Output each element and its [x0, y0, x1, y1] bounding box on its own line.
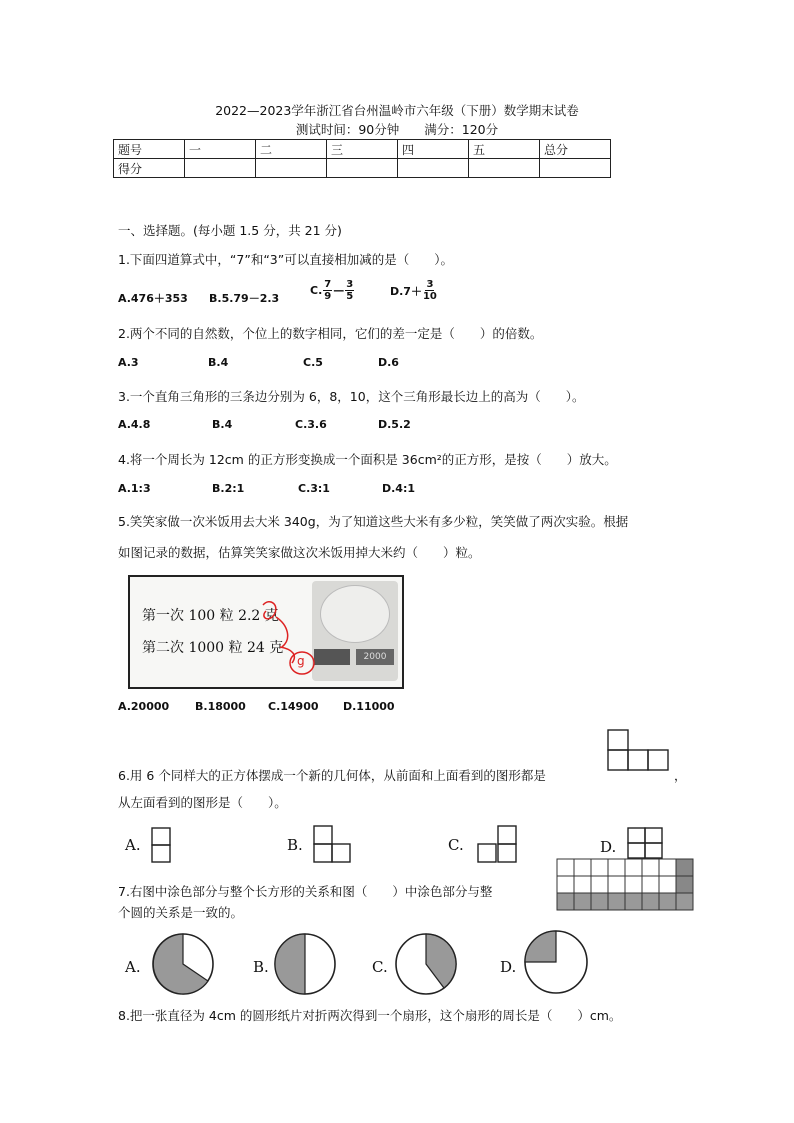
- q1-option-b: B.5.79－2.3: [209, 292, 280, 305]
- score-table-header-row: [114, 140, 611, 159]
- q6-option-b-label: B.: [287, 836, 303, 854]
- q6-option-d-label: D.: [600, 838, 617, 856]
- scale-display: 2000: [356, 649, 394, 665]
- red-annotation-icon: [258, 597, 328, 677]
- q3-option-b: B.4: [212, 418, 233, 431]
- score-table: [113, 139, 611, 178]
- q4-option-a: A.1:3: [118, 482, 151, 495]
- question-3: 3.一个直角三角形的三条边分别为 6，8，10，这个三角形最长边上的高为（ ）。: [118, 389, 585, 404]
- fraction: [345, 279, 354, 302]
- q6-option-a-figure: [150, 826, 174, 864]
- q3-option-c: C.3.6: [295, 418, 327, 431]
- score-input-cell[interactable]: [185, 159, 256, 178]
- scale-plate: [320, 585, 390, 643]
- q1-option-a: A.476＋353: [118, 292, 188, 305]
- table-cell: 二: [256, 140, 327, 159]
- section-heading: 一、选择题。(每小题 1.5 分，共 21 分): [118, 223, 342, 238]
- exam-title: 2022—2023学年浙江省台州温岭市六年级（下册）数学期末试卷: [215, 103, 579, 118]
- q7-option-b-pie: [272, 930, 338, 998]
- shaded-rectangle-grid: [556, 858, 696, 914]
- fraction: [423, 279, 437, 302]
- question-6-line-2: 从左面看到的图形是（ ）。: [118, 795, 287, 810]
- table-cell: 三: [327, 140, 398, 159]
- option-prefix: C.: [310, 284, 323, 297]
- q7-option-d-label: D.: [500, 958, 517, 976]
- exam-subtitle: 测试时间：90分钟 满分：120分: [295, 122, 499, 137]
- numerator: 3: [346, 279, 354, 290]
- q7-option-c-label: C.: [372, 958, 388, 976]
- score-input-cell[interactable]: [540, 159, 611, 178]
- score-input-cell[interactable]: [327, 159, 398, 178]
- q3-option-d: D.5.2: [378, 418, 411, 431]
- q5-option-a: A.20000: [118, 700, 170, 713]
- question-5-line-2: 如图记录的数据，估算笑笑家做这次米饭用掉大米约（ ）粒。: [118, 545, 481, 560]
- q6-option-b-figure: [312, 824, 354, 864]
- q1-option-d: [390, 279, 438, 302]
- question-7-line-1: 7.右图中涂色部分与整个长方形的关系和图（ ）中涂色部分与整: [118, 884, 493, 899]
- fraction: [323, 279, 332, 302]
- q7-option-b-label: B.: [253, 958, 269, 976]
- q6-option-c-label: C.: [448, 836, 464, 854]
- q3-option-a: A.4.8: [118, 418, 151, 431]
- question-8: 8.把一张直径为 4cm 的圆形纸片对折两次得到一个扇形，这个扇形的周长是（ ）cm。: [118, 1008, 622, 1023]
- numerator: 7: [324, 279, 332, 290]
- q7-option-c-pie: [392, 930, 460, 998]
- q2-option-c: C.5: [303, 356, 323, 369]
- question-6-comma: ，: [674, 768, 687, 783]
- q7-option-d-pie: [522, 924, 590, 996]
- question-2: 2.两个不同的自然数，个位上的数字相同，它们的差一定是（ ）的倍数。: [118, 326, 543, 341]
- denominator: 10: [422, 291, 437, 302]
- numerator: 3: [426, 279, 434, 290]
- denominator: 5: [346, 291, 354, 302]
- q6-option-a-label: A.: [125, 836, 141, 854]
- question-7-line-2: 个圆的关系是一致的。: [118, 905, 244, 920]
- table-cell: 得分: [114, 159, 185, 178]
- question-4: 4.将一个周长为 12cm 的正方形变换成一个面积是 36cm²的正方形，是按（ ）放大。: [118, 452, 617, 467]
- q6-option-c-figure: [476, 824, 520, 864]
- q6-option-d-figure: [624, 826, 668, 862]
- photo-record-line-2: 第二次 1000 粒 24 克: [142, 640, 284, 656]
- operator: —: [333, 284, 345, 297]
- table-cell: 题号: [114, 140, 185, 159]
- q4-option-c: C.3:1: [298, 482, 330, 495]
- score-input-cell[interactable]: [469, 159, 540, 178]
- score-input-cell[interactable]: [256, 159, 327, 178]
- experiment-photo: [128, 575, 404, 689]
- photo-record-line-1: 第一次 100 粒 2.2 克: [142, 608, 279, 624]
- handwritten-unit: g: [297, 654, 305, 668]
- table-cell: 五: [469, 140, 540, 159]
- table-cell: 四: [398, 140, 469, 159]
- question-5-line-1: 5.笑笑家做一次米饭用去大米 340g，为了知道这些大米有多少粒，笑笑做了两次实验。根据: [118, 514, 629, 529]
- q7-option-a-pie: [150, 930, 216, 998]
- q4-option-b: B.2:1: [212, 482, 245, 495]
- q4-option-d: D.4:1: [382, 482, 416, 495]
- q1-option-c: [310, 279, 355, 302]
- score-table-score-row: [114, 159, 611, 178]
- q5-option-d: D.11000: [343, 700, 395, 713]
- q5-option-c: C.14900: [268, 700, 319, 713]
- front-top-view-figure: [606, 728, 670, 772]
- table-cell: 一: [185, 140, 256, 159]
- q7-option-a-label: A.: [125, 958, 141, 976]
- q5-option-b: B.18000: [195, 700, 246, 713]
- option-prefix: D.7＋: [390, 284, 422, 298]
- question-1: 1.下面四道算式中，“7”和“3”可以直接相加减的是（ ）。: [118, 252, 453, 267]
- score-input-cell[interactable]: [398, 159, 469, 178]
- denominator: 9: [324, 291, 332, 302]
- question-6-line-1: 6.用 6 个同样大的正方体摆成一个新的几何体，从前面和上面看到的图形都是: [118, 768, 546, 783]
- table-cell: 总分: [540, 140, 611, 159]
- q2-option-b: B.4: [208, 356, 229, 369]
- q2-option-a: A.3: [118, 356, 139, 369]
- q2-option-d: D.6: [378, 356, 399, 369]
